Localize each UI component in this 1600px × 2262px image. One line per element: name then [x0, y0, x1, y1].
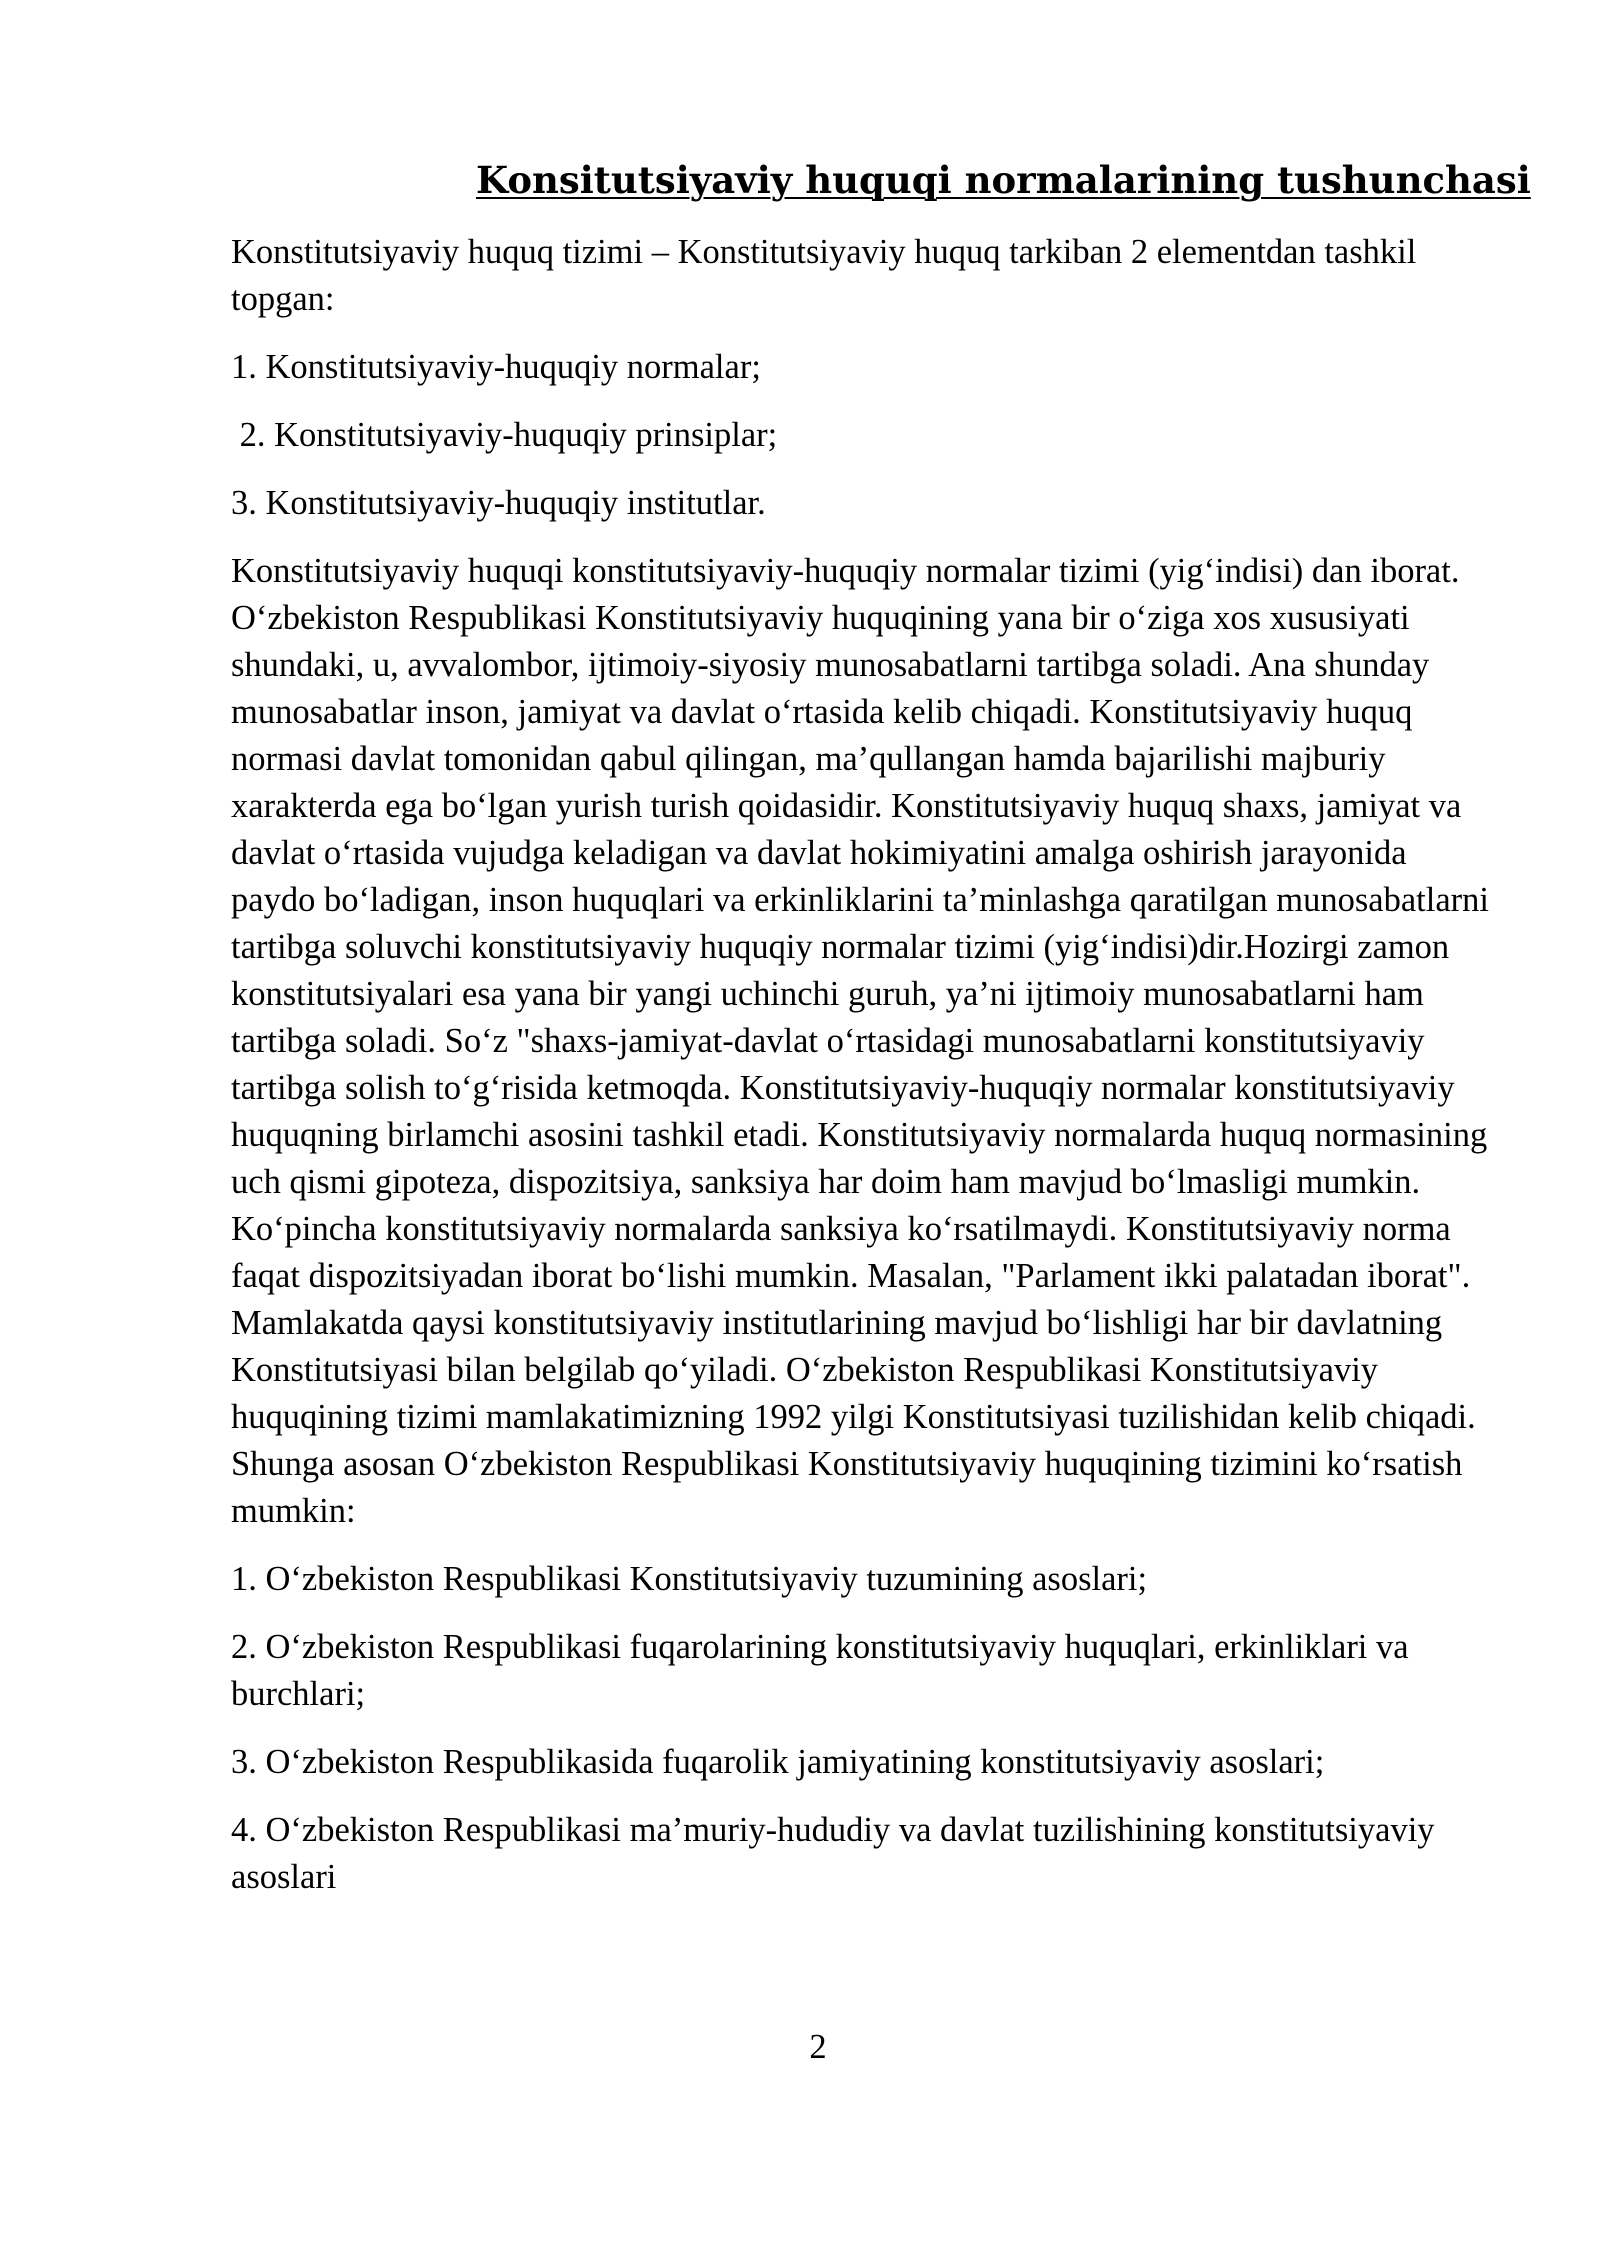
system-list-item-4: 4. O‘zbekiston Respublikasi ma’muriy-hududiy va davlat tuzilishining konstitutsiyaviy asoslari — [231, 1811, 1435, 1896]
document-title: Konsitutsiyaviy huquqi normalarining tushunchasi — [476, 158, 1531, 202]
document-body — [231, 229, 1491, 1901]
list-item-normalar: 1. Konstitutsiyaviy-huquqiy normalar; — [231, 348, 761, 386]
page-number: 2 — [809, 2028, 827, 2066]
list-item-prinsiplar: 2. Konstitutsiyaviy-huquqiy prinsiplar; — [231, 416, 778, 454]
list-item-institutlar: 3. Konstitutsiyaviy-huquqiy institutlar. — [231, 484, 766, 522]
system-list-item-1: 1. O‘zbekiston Respublikasi Konstitutsiyaviy tuzumining asoslari; — [231, 1560, 1148, 1598]
main-paragraph: Konstitutsiyaviy huquqi konstitutsiyaviy-huquqiy normalar tizimi (yig‘indisi) dan iborat. O‘zbekiston Respublikasi Konstitutsiyaviy huquqining yana bir o‘ziga xos xususiyati shundaki, u, avvalombor, ijtimoiy-siyosiy munosabatlarni tartibga soladi. Ana shunday munosabatlar inson, jamiyat va davlat o‘rtasida kelib chiqadi. Konstitutsiyaviy huquq normasi davlat tomonidan qabul qilingan, ma’qullangan hamda bajarilishi majburiy xarakterda ega bo‘lgan yurish turish qoidasidir. Konstitutsiyaviy huquq shaxs, jamiyat va davlat o‘rtasida vujudga keladigan va davlat hokimiyatini amalga oshirish jarayonida paydo bo‘ladigan, inson huquqlari va erkinliklarini ta’minlashga qaratilgan munosabatlarni tartibga soluvchi konstitutsiyaviy huquqiy normalar tizimi (yig‘indisi)dir.Hozirgi zamon konstitutsiyalari esa yana bir yangi uchinchi guruh, ya’ni ijtimoiy munosabatlarni ham tartibga soladi. So‘z "shaxs-jamiyat-davlat o‘rtasidagi munosabatlarni konstitutsiyaviy tartibga solish to‘g‘risida ketmoqda. Konstitutsiyaviy-huquqiy normalar konstitutsiyaviy huquqning birlamchi asosini tashkil etadi. Konstitutsiyaviy normalarda huquq normasining uch qismi gipoteza, dispozitsiya, sanksiya har doim ham mavjud bo‘lmasligi mumkin. Ko‘pincha konstitutsiyaviy normalarda sanksiya ko‘rsatilmaydi. Konstitutsiyaviy norma faqat dispozitsiyadan iborat bo‘lishi mumkin. Masalan, "Parlament ikki palatadan iborat". Mamlakatda qaysi konstitutsiyaviy institutlarining mavjud bo‘lishligi har bir davlatning Konstitutsiyasi bilan belgilab qo‘yiladi. O‘zbekiston Respublikasi Konstitutsiyaviy huquqining tizimi mamlakatimizning 1992 yilgi Konstitutsiyasi tuzilishidan kelib chiqadi. Shunga asosan O‘zbekiston Respublikasi Konstitutsiyaviy huquqining tizimini ko‘rsatish mumkin: — [231, 552, 1489, 1530]
system-list-item-3: 3. O‘zbekiston Respublikasida fuqarolik jamiyatining konstitutsiyaviy asoslari; — [231, 1743, 1325, 1781]
system-list-item-2: 2. O‘zbekiston Respublikasi fuqarolarining konstitutsiyaviy huquqlari, erkinliklari va burchlari; — [231, 1628, 1409, 1713]
intro-paragraph: Konstitutsiyaviy huquq tizimi – Konstitutsiyaviy huquq tarkiban 2 elementdan tashkil topgan: — [231, 233, 1417, 318]
